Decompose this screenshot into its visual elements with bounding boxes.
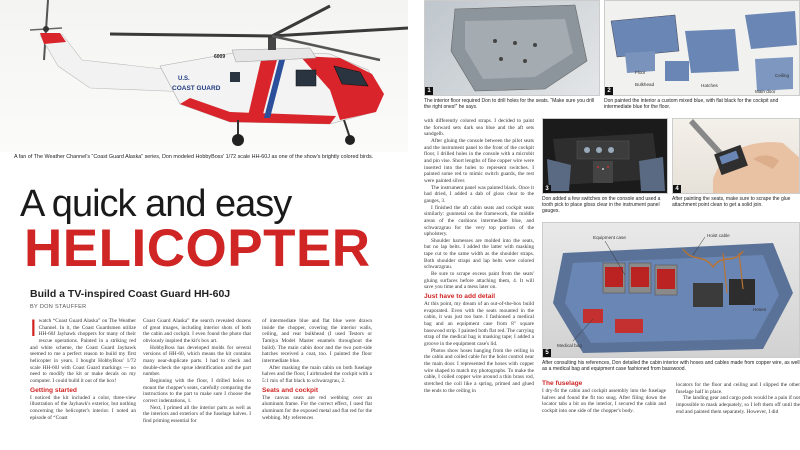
photo-2-caption: Don painted the interior a custom mixed blue, with flat black for the cockpit and intermediate blue for the floor. [604,98,779,110]
label-bulkhead: Bulkhead [635,82,655,87]
label-floor: Floor [635,70,646,75]
label-hoist-cable: Hoist cable [707,233,730,238]
helicopter-illustration [0,0,408,152]
label-hoses: Hoses [753,307,767,312]
col3-paragraph-3: The canvas seats are red webbing over an aluminum frame. For the correct effect, I used flat aluminum for the exposed metal and flat red for the webbing. My references [262,394,372,421]
photo-5 [542,222,800,358]
column-4 [424,118,534,450]
photo-5-caption: After consulting his references, Don detailed the cabin interior with hoses and cables made from copper wire, as well as a medical bag and equipment case fashioned from basswood. [542,360,800,372]
column-6 [676,382,800,450]
photo-4-number: 4 [673,185,681,193]
column-1 [30,318,136,450]
column-5 [542,380,666,450]
col4-paragraph-6: Be sure to scrape excess paint from the seats' gluing surfaces before attaching them, 4. It will save you time and a mess later on. [424,271,534,291]
col1-paragraph: watch “Coast Guard Alaska” on The Weather Channel. In it, the Coast Guardsmen utilize HH-60J Jayhawk choppers for many of their rescue operations. Painted in a striking red and white scheme, the Coast Guard Jayhawk seemed to me a perfect reason to build my first helicopter in years. I bought HobbyBoss' 1/72 scale HH-60J with Coast Guard markings — no need to modify the kit or make decals on my computer. I could build it out of the box! [30,318,136,384]
title-line-1: A quick and easy [20,183,292,225]
photo-1-number: 1 [425,87,433,95]
col5-paragraph-1: I dry-fit the cabin and cockpit assembly into the fuselage halves and found the fit too snug. After filing down the locator tabs a bit on the interior, I secured the cabin and cockpit into one side of the chopper's body. [542,388,666,414]
photo-1 [424,0,600,96]
col3-paragraph-1: of intermediate blue and flat blue were drawn inside the chopper, covering the interior walls, ceiling, and rear bulkhead (I used Testors or Tamiya Model Master enamels throughout the build). The main cabin door and the two port-side hatches received a coat, too. I painted the floor intermediate blue. [262,318,372,364]
label-main-door: Main door [755,89,776,94]
col3-paragraph-2: After masking the main cabin on both fuselage halves and the floor, I airbrushed the cockpit with a 5:1 mix of flat black to schwarzgrau, 2. [262,364,372,384]
col2-paragraph-4: Next, I primed all the interior parts as well as the interiors and exteriors of the fuselage halves. I find priming essential for [143,404,251,424]
col2-paragraph-1: Coast Guard Alaska” the search revealed dozens of great images, including interior shots of both the cabin and cockpit. I even found the photo that obviously inspired the kit's box art. [143,318,251,344]
col4-paragraph-4: I finished the aft cabin seats and cockpit seats similarly: gunmetal on the framework, the middle areas of the cushions intermediate blue, and schwarzgrau for the very top portion of the upholstery. [424,204,534,238]
photo-2 [604,0,800,96]
col6-paragraph-1: locators for the floor and ceiling and I slipped the other fuselage half in place. [676,382,800,395]
hero-photo [0,0,408,152]
label-ceiling: Ceiling [775,73,790,78]
col4-paragraph-1: with differently colored straps. I decided to paint the forward sets dark sea blue and the aft sets sandgelb. [424,118,534,138]
byline: BY DON STAUFFER [30,304,87,310]
col2-paragraph-3: Beginning with the floor, I drilled holes to mount the chopper's seats, carefully comparing the instructions to the part to make sure I choose the correct indentations, 1. [143,377,251,404]
col6-paragraph-2: The landing gear and cargo pods would be a pain if not impossible to mask adequately, so I left them off until the end and painted them separately. However, I did [676,395,800,415]
label-medical-bag: Medical bag [557,343,582,348]
photo-3 [542,118,668,194]
col1-paragraph-2: I noticed the kit included a color, three-view illustration of the Jayhawk's exterior, but nothing concerning the helicopter's interior. I noted an episode of “Coast [30,394,136,421]
subhead-add-detail: Just have to add detail [424,293,496,301]
deck: Build a TV-inspired Coast Guard HH-60J [30,288,231,300]
photo-5-number: 5 [543,349,551,357]
col4-paragraph-2: After gluing the console between the pilot seats and the instrument panel to the front of the cockpit floor, I drilled holes in the console with a microbit and pin vise. Short lengths of fine copper wire were inserted into the holes to represent switches. I painted some red to mimic switch guards, the rest were painted silver. [424,137,534,184]
drop-cap: I [30,318,37,342]
subhead-seats-and-cockpit: Seats and cockpit [262,386,319,394]
col4-paragraph-8: Photos show hoses hanging from the ceiling in the cabin and coiled cable for the hoist control near the main door. I represented the hoses with copper wire shaped to match my photographs. To make the cable, I coiled copper wire around a thin brass rod, stretched the coil like a spring, primed and glued the ends to the ceiling in [424,347,534,394]
column-3 [262,318,372,450]
photo-4-caption: After painting the seats, make sure to scrape the glue attachment point clean to get a solid join. [672,196,791,208]
heli-number-text: 6009 [214,54,226,60]
cabin-interior-illustration [543,223,800,358]
photo-3-caption: Don added a few switches on the console and used a tooth pick to place gloss clear in the instrument panel gauges. [542,196,661,214]
column-2 [143,318,251,450]
photo-3-number: 3 [543,185,551,193]
label-equipment-case: Equipment case [593,235,626,240]
col4-paragraph-3: The instrument panel was painted black. Once it had dried, I added a dab of gloss clear to the gauges, 3. [424,184,534,204]
floor-part-illustration [425,1,600,96]
heli-coast-guard-text: COAST GUARD [172,85,221,92]
photo-1-caption: The interior floor required Don to drill holes for the seats. “Make sure you drill the right ones!” he says. [424,98,595,110]
photo-2-number: 2 [605,87,613,95]
col4-paragraph-7: At this point, my dream of an out-of-the-box build evaporated. Even with the seats mounted in the cabin, it was just too bare. I fashioned a medical bag and an equipment case from 8" square basswood strip. I painted both flat red. The carrying strap of the medical bag is masking tape; I added a groove in the equipment case's lid. [424,301,534,347]
subhead-getting-started: Getting started [30,386,77,394]
label-hatches: Hatches [701,83,718,88]
seat-scraping-illustration [673,119,800,194]
col2-paragraph-2: HobbyBoss has developed molds for several versions of HH-60, which means the kit contains many near-duplicate parts. I had to check and double-check the sprue identification and the part number. [143,344,251,378]
heli-us-text: U.S. [178,76,190,82]
photo-4 [672,118,800,194]
console-illustration [543,119,668,194]
subhead-fuselage: The fuselage [542,380,583,387]
hero-caption: A fan of The Weather Channel's “Coast Guard Alaska” series, Don modeled HobbyBoss' 1/72 scale HH-60J as one of the show's brightly colored birds. [14,154,374,160]
title-line-2: HELICOPTER [24,219,371,278]
col4-paragraph-5: Shoulder harnesses are molded into the seats, but no lap belts. I added the latter with masking tape cut to the same width as the shoulder straps. Both shoulder straps and lap belts were colored schwarzgrau. [424,237,534,271]
